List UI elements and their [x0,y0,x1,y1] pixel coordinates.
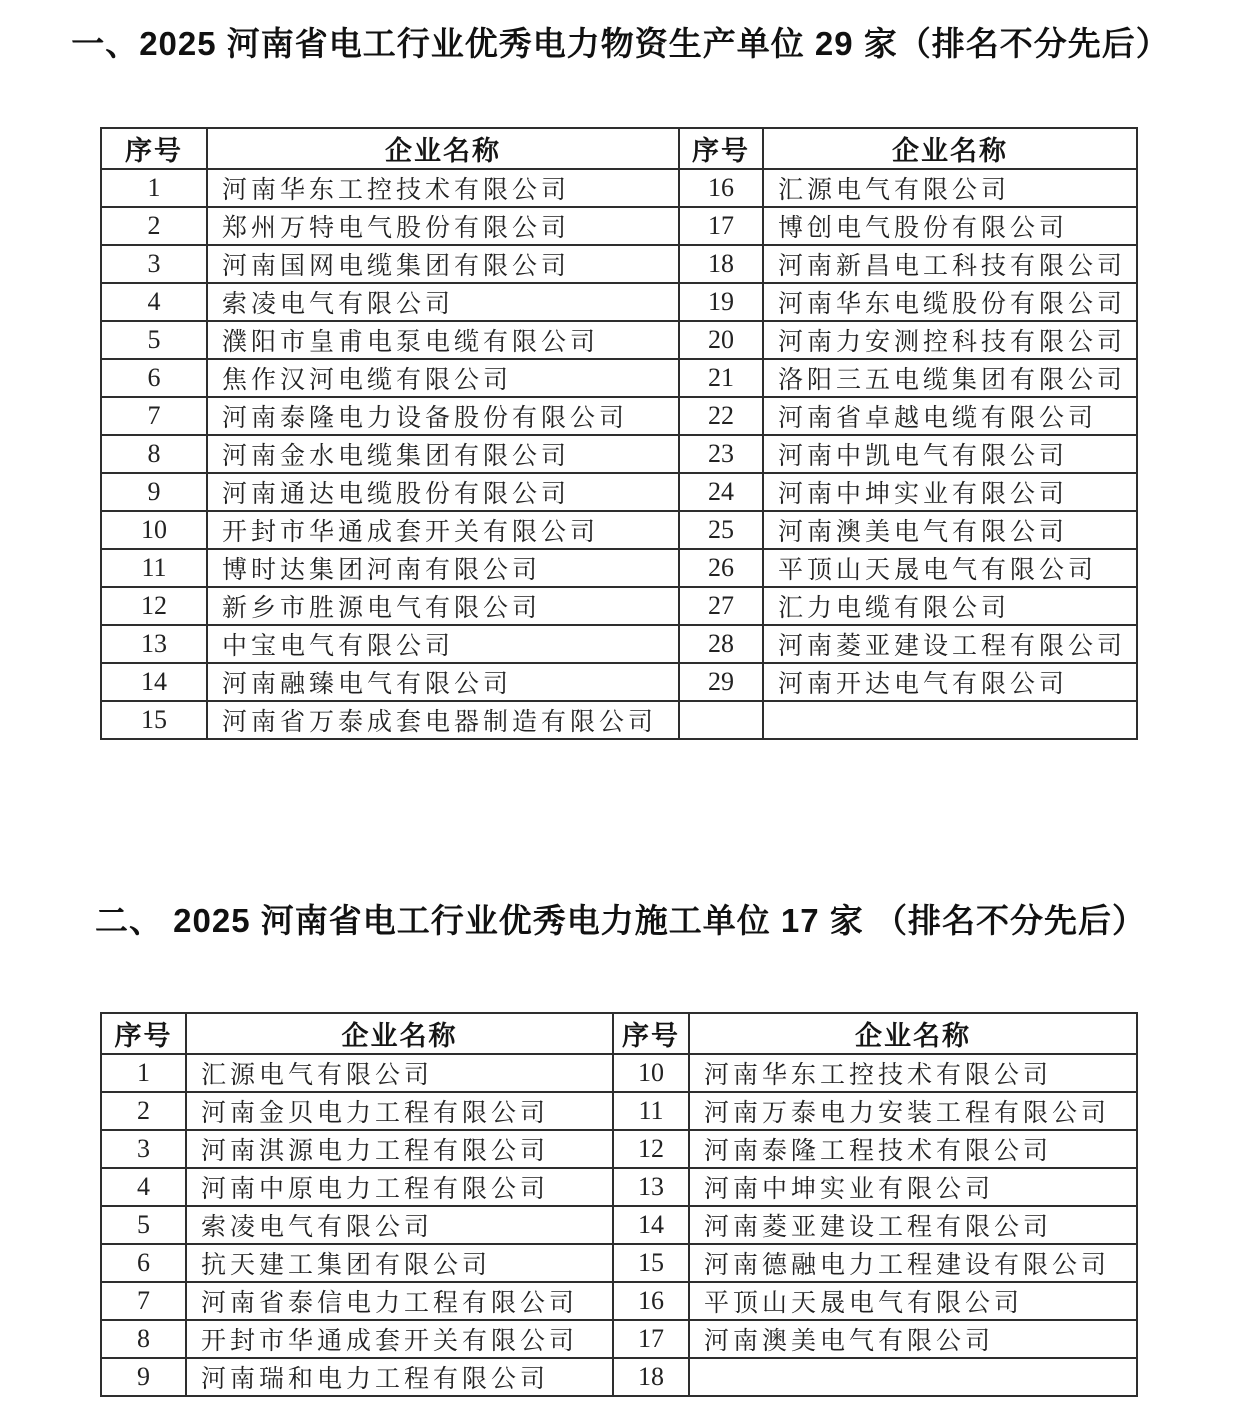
seq-column-header: 序号 [101,128,207,169]
table-row [101,397,1137,435]
seq-cell: 8 [101,1320,186,1358]
seq-cell: 20 [679,321,763,359]
company-name-cell: 平顶山天晟电气有限公司 [763,549,1137,587]
company-name-cell: 郑州万特电气股份有限公司 [207,207,679,245]
seq-cell: 17 [613,1320,689,1358]
section1-title: 一、2025 河南省电工行业优秀电力物资生产单位 29 家（排名不分先后） [71,25,1170,62]
company-name-cell: 河南澳美电气有限公司 [689,1320,1137,1358]
seq-cell: 25 [679,511,763,549]
company-name-cell: 河南菱亚建设工程有限公司 [689,1206,1137,1244]
company-name-cell: 中宝电气有限公司 [207,625,679,663]
seq-cell: 2 [101,207,207,245]
seq-cell: 15 [613,1244,689,1282]
company-name-cell: 河南德融电力工程建设有限公司 [689,1244,1137,1282]
seq-cell: 27 [679,587,763,625]
table-row [101,701,1137,739]
table-row [101,511,1137,549]
table-row [101,1320,1137,1358]
seq-cell: 21 [679,359,763,397]
company-name-cell: 河南中凯电气有限公司 [763,435,1137,473]
company-name-cell: 索凌电气有限公司 [207,283,679,321]
seq-cell: 6 [101,1244,186,1282]
company-name-cell: 汇源电气有限公司 [763,169,1137,207]
seq-cell: 14 [101,663,207,701]
seq-cell: 1 [101,1054,186,1092]
seq-cell [679,701,763,739]
company-name-cell: 河南新昌电工科技有限公司 [763,245,1137,283]
table-row [101,663,1137,701]
seq-cell: 5 [101,1206,186,1244]
company-name-cell: 开封市华通成套开关有限公司 [186,1320,613,1358]
seq-cell: 9 [101,473,207,511]
company-name-cell: 河南华东工控技术有限公司 [207,169,679,207]
seq-column-header: 序号 [101,1013,186,1054]
table-row [101,245,1137,283]
table-row [101,435,1137,473]
company-name-cell: 河南中原电力工程有限公司 [186,1168,613,1206]
seq-cell: 12 [613,1130,689,1168]
seq-cell: 18 [613,1358,689,1396]
company-column-header: 企业名称 [689,1013,1137,1054]
table-row [101,359,1137,397]
seq-cell: 10 [613,1054,689,1092]
table-row [101,1206,1137,1244]
seq-cell: 28 [679,625,763,663]
table-row [101,1130,1137,1168]
header-row [101,1013,1137,1054]
company-name-cell: 河南通达电缆股份有限公司 [207,473,679,511]
seq-cell: 29 [679,663,763,701]
seq-cell: 7 [101,397,207,435]
company-name-cell: 索凌电气有限公司 [186,1206,613,1244]
company-name-cell: 河南开达电气有限公司 [763,663,1137,701]
company-name-cell: 河南省卓越电缆有限公司 [763,397,1137,435]
seq-cell: 23 [679,435,763,473]
company-name-cell [763,701,1137,739]
company-name-cell [689,1358,1137,1396]
seq-cell: 9 [101,1358,186,1396]
seq-cell: 8 [101,435,207,473]
company-name-cell: 洛阳三五电缆集团有限公司 [763,359,1137,397]
company-name-cell: 河南泰隆工程技术有限公司 [689,1130,1137,1168]
company-name-cell: 汇源电气有限公司 [186,1054,613,1092]
seq-cell: 13 [613,1168,689,1206]
seq-cell: 2 [101,1092,186,1130]
seq-cell: 14 [613,1206,689,1244]
section2-company-table [100,1012,1138,1397]
seq-cell: 4 [101,283,207,321]
company-name-cell: 博时达集团河南有限公司 [207,549,679,587]
company-name-cell: 河南省泰信电力工程有限公司 [186,1282,613,1320]
seq-cell: 11 [101,549,207,587]
seq-cell: 19 [679,283,763,321]
company-name-cell: 开封市华通成套开关有限公司 [207,511,679,549]
table-row [101,169,1137,207]
seq-cell: 22 [679,397,763,435]
table-row [101,321,1137,359]
company-name-cell: 新乡市胜源电气有限公司 [207,587,679,625]
seq-cell: 12 [101,587,207,625]
table-row [101,1168,1137,1206]
seq-cell: 7 [101,1282,186,1320]
seq-cell: 4 [101,1168,186,1206]
seq-cell: 10 [101,511,207,549]
company-name-cell: 焦作汉河电缆有限公司 [207,359,679,397]
table-row [101,1244,1137,1282]
company-column-header: 企业名称 [207,128,679,169]
company-name-cell: 河南万泰电力安装工程有限公司 [689,1092,1137,1130]
company-name-cell: 河南中坤实业有限公司 [689,1168,1137,1206]
table-row [101,1282,1137,1320]
company-name-cell: 平顶山天晟电气有限公司 [689,1282,1137,1320]
seq-column-header: 序号 [679,128,763,169]
seq-cell: 11 [613,1092,689,1130]
seq-cell: 3 [101,245,207,283]
company-name-cell: 汇力电缆有限公司 [763,587,1137,625]
seq-cell: 16 [679,169,763,207]
company-name-cell: 河南淇源电力工程有限公司 [186,1130,613,1168]
seq-cell: 3 [101,1130,186,1168]
company-name-cell: 濮阳市皇甫电泵电缆有限公司 [207,321,679,359]
table-row [101,549,1137,587]
company-name-cell: 河南泰隆电力设备股份有限公司 [207,397,679,435]
table-row [101,1054,1137,1092]
table-row [101,473,1137,511]
company-name-cell: 河南中坤实业有限公司 [763,473,1137,511]
seq-cell: 5 [101,321,207,359]
seq-cell: 15 [101,701,207,739]
company-name-cell: 河南金贝电力工程有限公司 [186,1092,613,1130]
company-name-cell: 河南国网电缆集团有限公司 [207,245,679,283]
table-row [101,1092,1137,1130]
company-name-cell: 河南力安测控科技有限公司 [763,321,1137,359]
seq-cell: 17 [679,207,763,245]
seq-cell: 16 [613,1282,689,1320]
company-name-cell: 河南金水电缆集团有限公司 [207,435,679,473]
table-row [101,283,1137,321]
company-column-header: 企业名称 [186,1013,613,1054]
company-name-cell: 河南省万泰成套电器制造有限公司 [207,701,679,739]
table-row [101,625,1137,663]
section1-company-table [100,127,1138,740]
section2-title: 二、 2025 河南省电工行业优秀电力施工单位 17 家 （排名不分先后） [95,902,1146,939]
company-column-header: 企业名称 [763,128,1137,169]
table-row [101,587,1137,625]
seq-cell: 26 [679,549,763,587]
company-name-cell: 抗天建工集团有限公司 [186,1244,613,1282]
company-name-cell: 河南菱亚建设工程有限公司 [763,625,1137,663]
table-row [101,1358,1137,1396]
company-name-cell: 河南华东电缆股份有限公司 [763,283,1137,321]
company-name-cell: 河南华东工控技术有限公司 [689,1054,1137,1092]
company-name-cell: 河南澳美电气有限公司 [763,511,1137,549]
seq-cell: 13 [101,625,207,663]
header-row [101,128,1137,169]
table-row [101,207,1137,245]
seq-column-header: 序号 [613,1013,689,1054]
company-name-cell: 河南融臻电气有限公司 [207,663,679,701]
company-name-cell: 河南瑞和电力工程有限公司 [186,1358,613,1396]
seq-cell: 18 [679,245,763,283]
seq-cell: 24 [679,473,763,511]
company-name-cell: 博创电气股份有限公司 [763,207,1137,245]
seq-cell: 6 [101,359,207,397]
seq-cell: 1 [101,169,207,207]
